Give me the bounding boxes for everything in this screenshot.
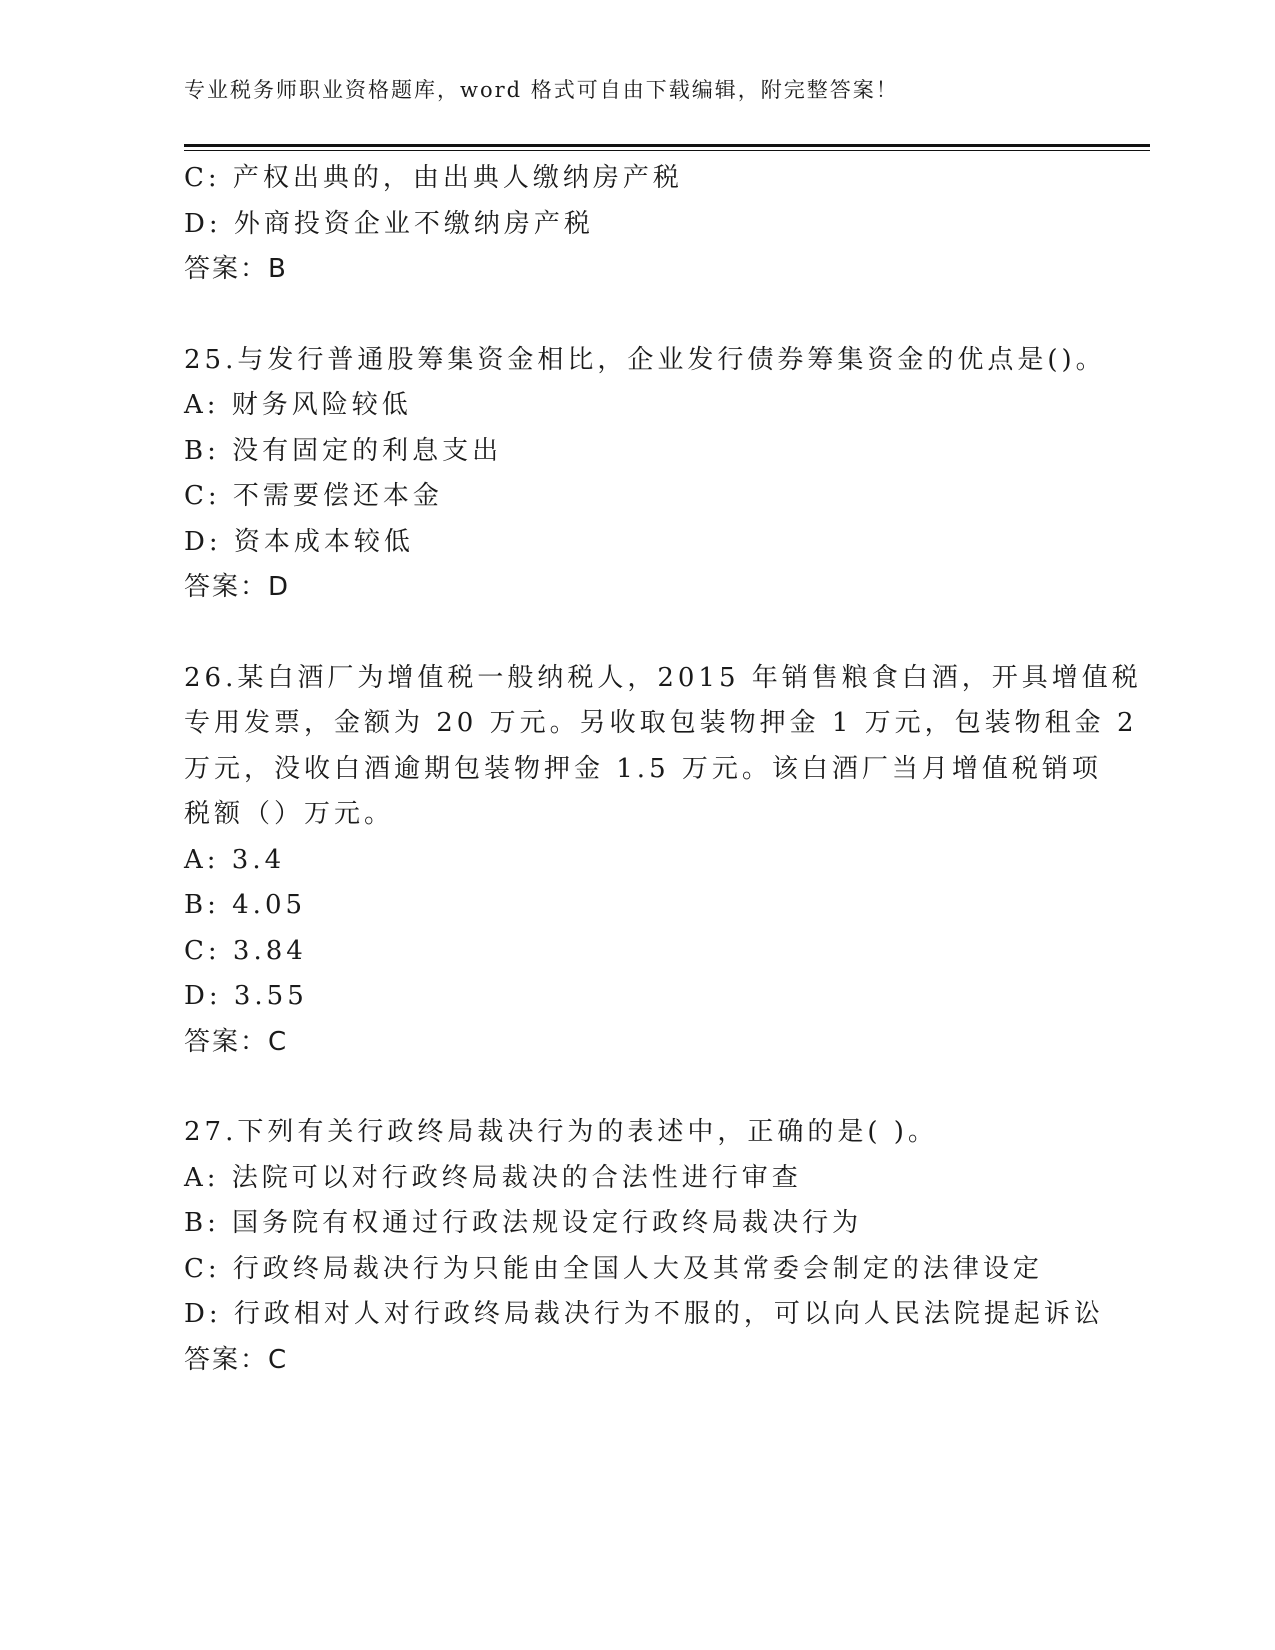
option-b: B: 没有固定的利息支出	[184, 435, 503, 466]
question-content	[184, 156, 1142, 1383]
option-c: C: 3.84	[184, 935, 307, 966]
question-stem-line: 税额（）万元。	[184, 799, 395, 829]
question-stem: 27.下列有关行政终局裁决行为的表述中，正确的是( )。	[184, 1117, 938, 1147]
page-header: 专业税务师职业资格题库，word 格式可自由下载编辑，附完整答案！	[184, 78, 899, 102]
answer-line: 答案：B	[184, 254, 288, 284]
answer-line: 答案：C	[184, 1026, 289, 1057]
option-b: B: 国务院有权通过行政法规设定行政终局裁决行为	[184, 1208, 863, 1238]
option-c: C: 产权出典的，由出典人缴纳房产税	[184, 163, 683, 193]
option-a: A: 3.4	[184, 844, 286, 875]
option-d: D: 行政相对人对行政终局裁决行为不服的，可以向人民法院提起诉讼	[184, 1299, 1104, 1329]
option-a: A: 法院可以对行政终局裁决的合法性进行审查	[184, 1162, 802, 1193]
question-stem: 25.与发行普通股筹集资金相比，企业发行债券筹集资金的优点是()。	[184, 344, 1106, 375]
option-c: C: 不需要偿还本金	[184, 481, 443, 511]
option-a: A: 财务风险较低	[184, 390, 412, 420]
option-b: B: 4.05	[184, 890, 307, 920]
option-d: D: 外商投资企业不缴纳房产税	[184, 208, 594, 239]
carryover-question	[184, 156, 1084, 293]
question-25	[184, 338, 1106, 611]
answer-line: 答案：D	[184, 572, 291, 602]
answer-line: 答案：C	[184, 1344, 289, 1375]
question-27	[184, 1110, 1104, 1383]
question-stem-line: 26.某白酒厂为增值税一般纳税人，2015 年销售粮食白酒，开具增值税	[184, 662, 1142, 693]
question-stem-line: 万元，没收白酒逾期包装物押金 1.5 万元。该白酒厂当月增值税销项	[184, 753, 1102, 784]
option-d: D: 3.55	[184, 981, 308, 1011]
option-d: D: 资本成本较低	[184, 526, 414, 557]
question-stem-line: 专用发票，金额为 20 万元。另收取包装物押金 1 万元，包装物租金 2	[184, 708, 1138, 738]
header-rule-thin	[184, 150, 1150, 151]
question-26	[184, 656, 1142, 1066]
option-c: C: 行政终局裁决行为只能由全国人大及其常委会制定的法律设定	[184, 1253, 1043, 1284]
header-rule-thick	[184, 144, 1150, 147]
